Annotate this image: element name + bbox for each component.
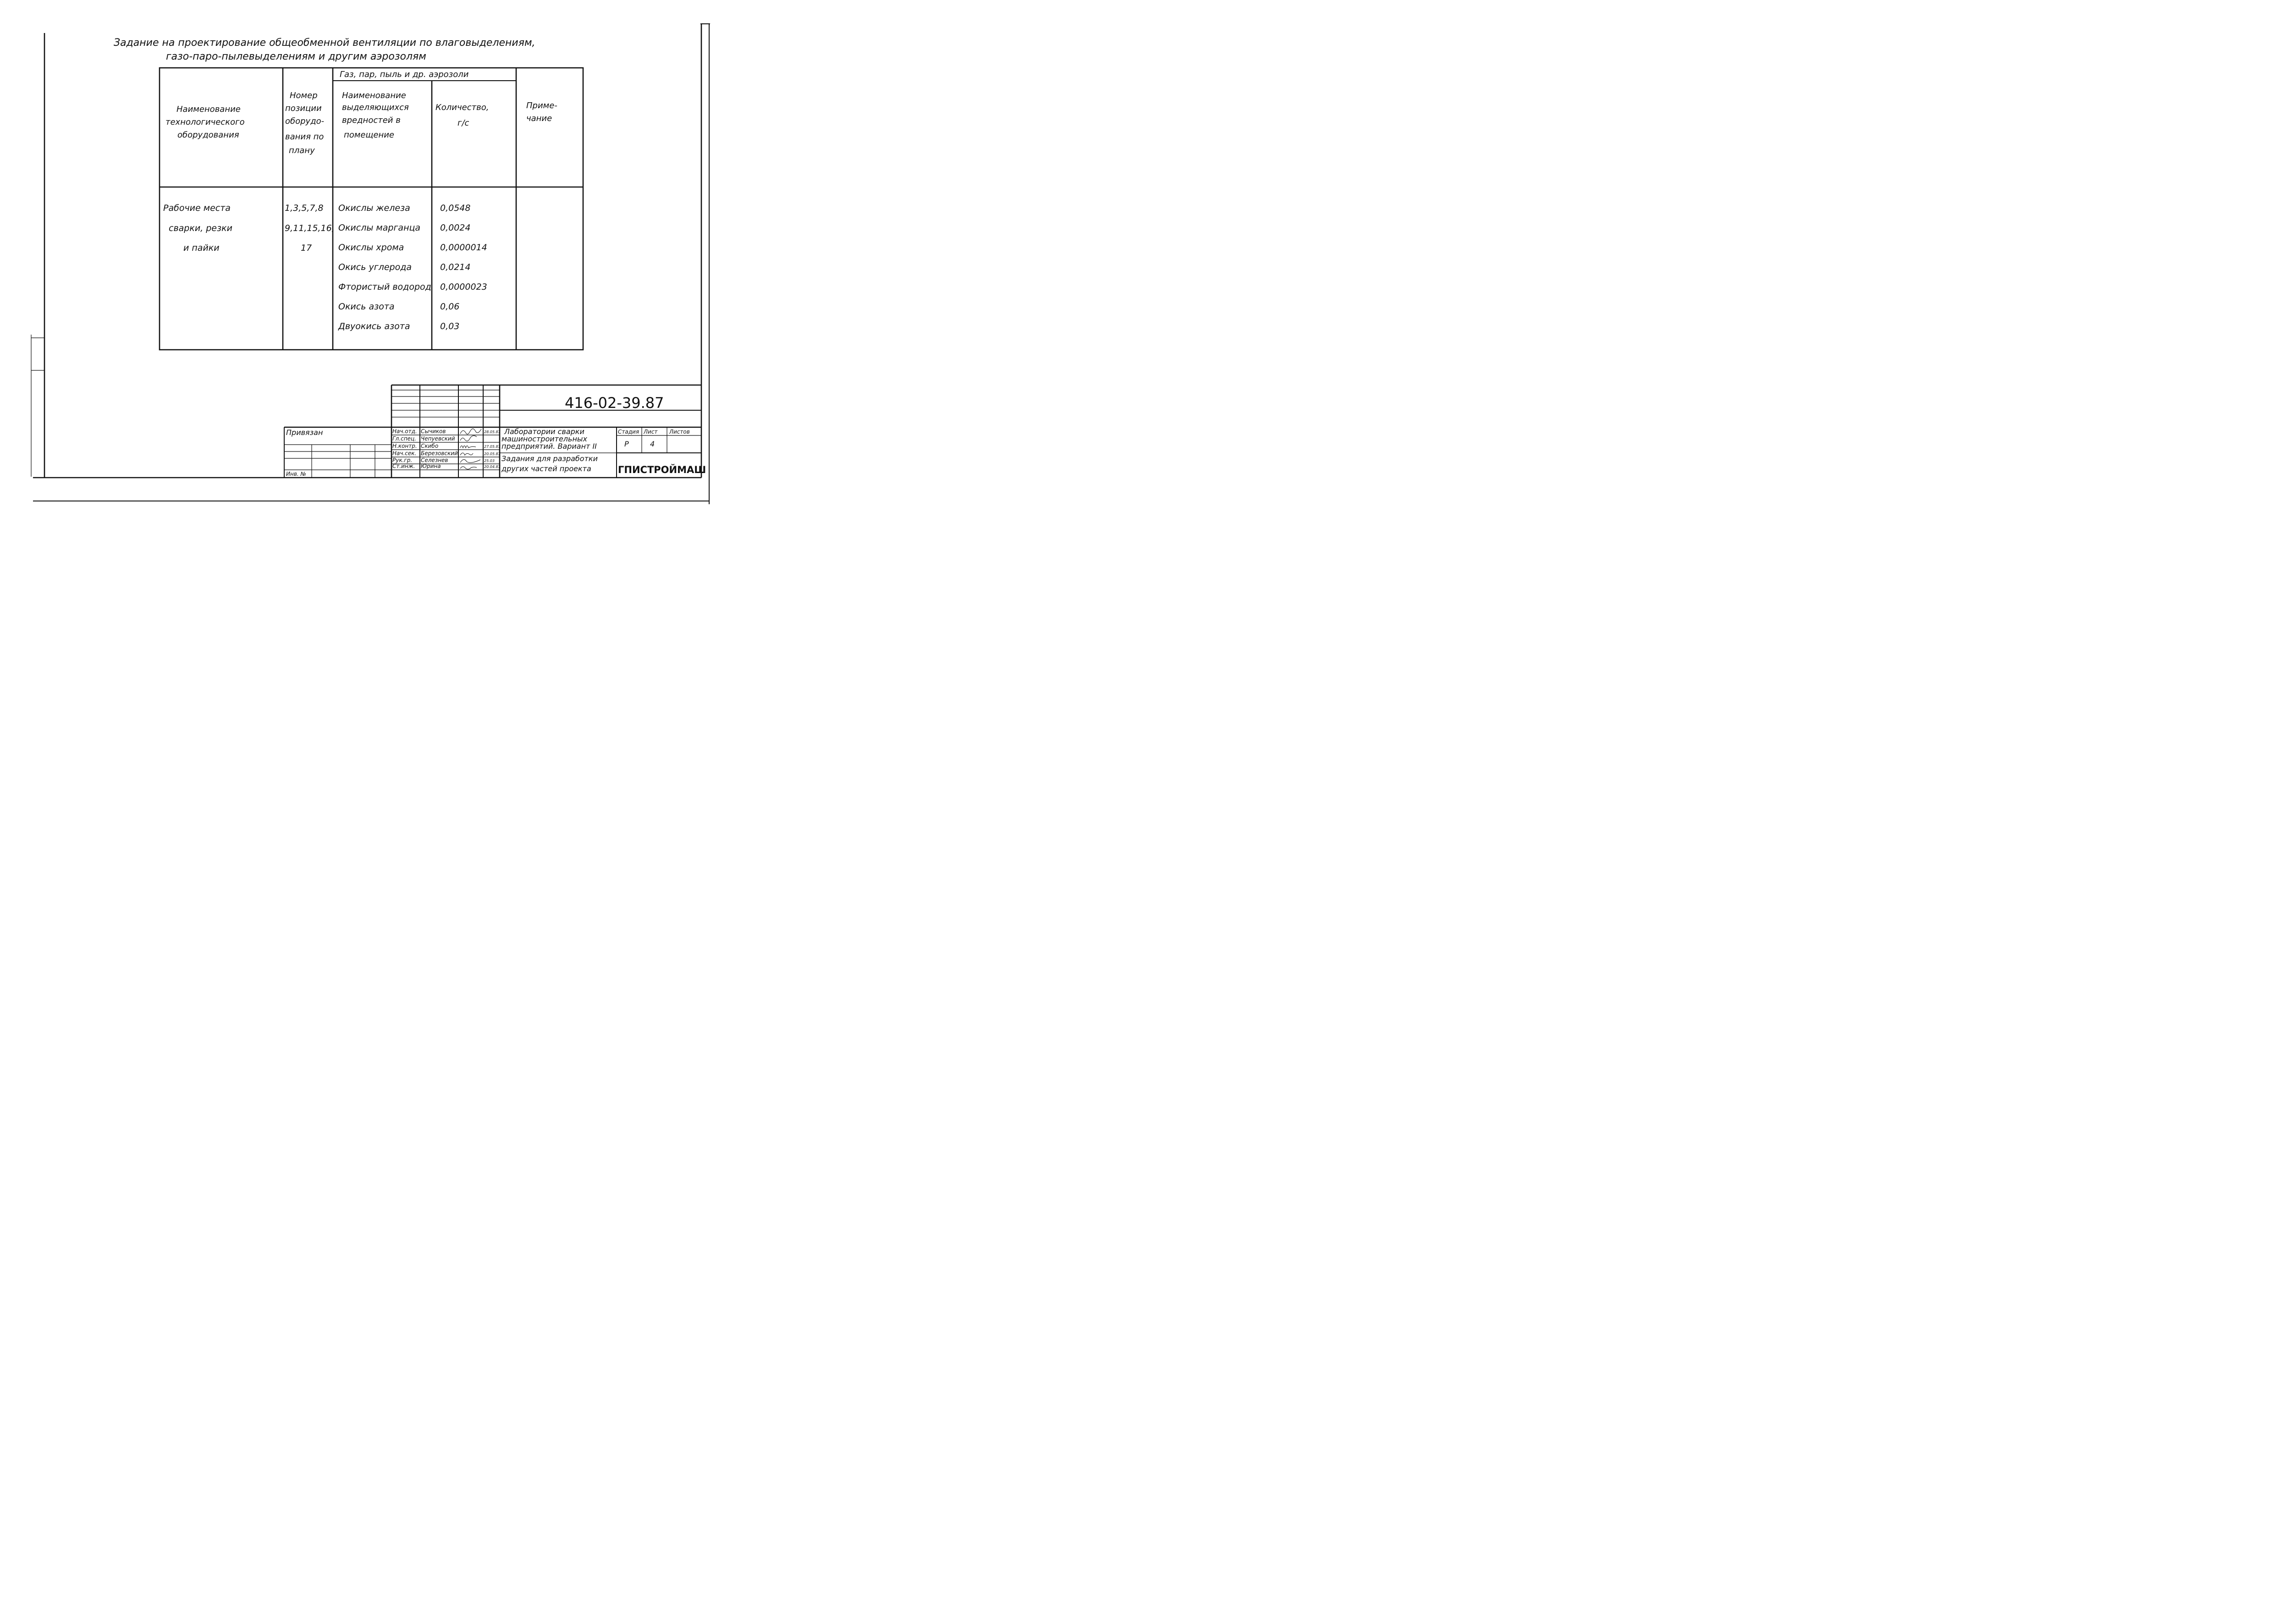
svg-text:17: 17 <box>301 243 312 253</box>
table-row <box>338 302 459 312</box>
organization-name: ГПИСТРОЙМАШ <box>618 464 706 475</box>
header-note <box>526 101 557 123</box>
substance-name: Окислы марганца <box>338 223 421 233</box>
stamp-role: Ст.инж. <box>392 463 415 469</box>
stamp-role: Н.контр. <box>392 443 417 449</box>
substance-quantity: 0,0000023 <box>440 282 487 292</box>
inventory-number-label: Инв. № <box>286 471 307 477</box>
table-row <box>338 321 459 331</box>
header-group: Газ, пар, пыль и др. аэрозоли <box>340 70 469 79</box>
svg-text:других частей проекта: других частей проекта <box>501 464 591 473</box>
title-line-2: газо-паро-пылевыделениям и другим аэрозолям <box>166 51 426 62</box>
stage-value: Р <box>624 440 629 448</box>
svg-text:и пайки: и пайки <box>183 243 220 253</box>
table-row <box>338 242 487 253</box>
svg-text:сварки, резки: сварки, резки <box>169 223 232 233</box>
stamp-date: 20.04.87 <box>484 465 501 469</box>
stamp-date: 27.05.87 <box>484 445 501 449</box>
svg-text:Лаборатории сварки: Лаборатории сварки <box>504 427 584 436</box>
stamp-name: Скибо <box>421 443 439 449</box>
svg-text:9,11,15,16,: 9,11,15,16, <box>285 223 335 233</box>
svg-text:технологического: технологического <box>165 117 245 127</box>
svg-text:машиностроительных: машиностроительных <box>501 435 588 443</box>
substance-name: Окись углерода <box>338 262 412 272</box>
stage-label: Стадия <box>618 429 639 435</box>
stamp-name: Чепуевский <box>421 435 455 442</box>
table-row <box>338 262 470 272</box>
svg-text:плану: плану <box>289 146 315 155</box>
privyazan-label: Привязан <box>286 428 323 437</box>
stamp-role: Рук.гр. <box>392 457 413 463</box>
sheet-label: Лист <box>644 429 658 435</box>
svg-text:оборудо-: оборудо- <box>285 116 325 126</box>
svg-text:Номер: Номер <box>290 91 318 100</box>
svg-text:оборудования: оборудования <box>177 130 239 140</box>
project-title <box>501 427 597 451</box>
title-line-1: Задание на проектирование общеобменной вентиляции по влаговыделениям, <box>114 37 535 49</box>
svg-text:предприятий. Вариант II: предприятий. Вариант II <box>501 442 597 451</box>
stamp-date: 20.05.87 <box>484 452 501 456</box>
substance-quantity: 0,0000014 <box>440 242 487 253</box>
sheet-value: 4 <box>650 440 655 448</box>
svg-text:г/с: г/с <box>457 118 469 128</box>
substance-name: Фтористый водород <box>338 282 431 292</box>
stamp-name: Березовский <box>421 450 458 457</box>
svg-text:помещение: помещение <box>344 130 395 140</box>
svg-text:позиции: позиции <box>285 104 322 113</box>
substance-quantity: 0,06 <box>440 302 460 312</box>
substance-quantity: 0,0024 <box>440 223 471 233</box>
sheets-label: Листов <box>669 429 690 435</box>
equipment-cell <box>163 203 232 253</box>
stamp-people <box>392 428 501 469</box>
sheet-title <box>501 454 598 473</box>
substance-name: Окислы железа <box>338 203 410 213</box>
header-position <box>285 91 324 155</box>
svg-text:вредностей в: вредностей в <box>342 116 401 125</box>
svg-text:1,3,5,7,8: 1,3,5,7,8 <box>285 203 324 213</box>
substance-quantity: 0,03 <box>440 321 460 331</box>
substance-quantity: 0,0548 <box>440 203 471 213</box>
position-cell <box>285 203 335 253</box>
substance-name: Окись азота <box>338 302 395 312</box>
table-row <box>338 203 470 213</box>
header-substance <box>342 91 409 140</box>
stamp-date: 28.05.87 <box>484 430 501 434</box>
svg-text:Приме-: Приме- <box>526 101 557 110</box>
table-row <box>338 282 487 292</box>
substance-name: Двуокись азота <box>338 321 410 331</box>
stamp-role: Нач.отд. <box>392 428 417 435</box>
table-row <box>338 223 470 233</box>
drawing-sheet <box>0 0 719 507</box>
svg-text:Наименование: Наименование <box>176 105 241 114</box>
substance-name: Окислы хрома <box>338 242 404 253</box>
stamp-name: Сычиков <box>421 428 446 435</box>
svg-text:чание: чание <box>526 114 552 123</box>
header-equipment <box>165 105 245 140</box>
drawing-code: 416-02-39.87 <box>565 394 664 412</box>
substance-quantity: 0,0214 <box>440 262 471 272</box>
svg-text:Задания для разработки: Задания для разработки <box>501 454 598 463</box>
stamp-role: Гл.спец. <box>392 435 416 442</box>
svg-text:выделяющихся: выделяющихся <box>342 103 409 112</box>
svg-text:Количество,: Количество, <box>435 103 489 112</box>
header-quantity <box>435 103 489 128</box>
stamp-name: Юрина <box>421 463 441 469</box>
stamp-name: Селезнев <box>421 457 448 463</box>
stamp-role: Нач.сек. <box>392 450 417 457</box>
svg-text:Рабочие места: Рабочие места <box>163 203 231 213</box>
stamp-date: 25.03 <box>484 459 495 463</box>
svg-text:вания по: вания по <box>285 132 324 142</box>
svg-text:Наименование: Наименование <box>342 91 406 100</box>
substance-rows <box>338 203 487 331</box>
